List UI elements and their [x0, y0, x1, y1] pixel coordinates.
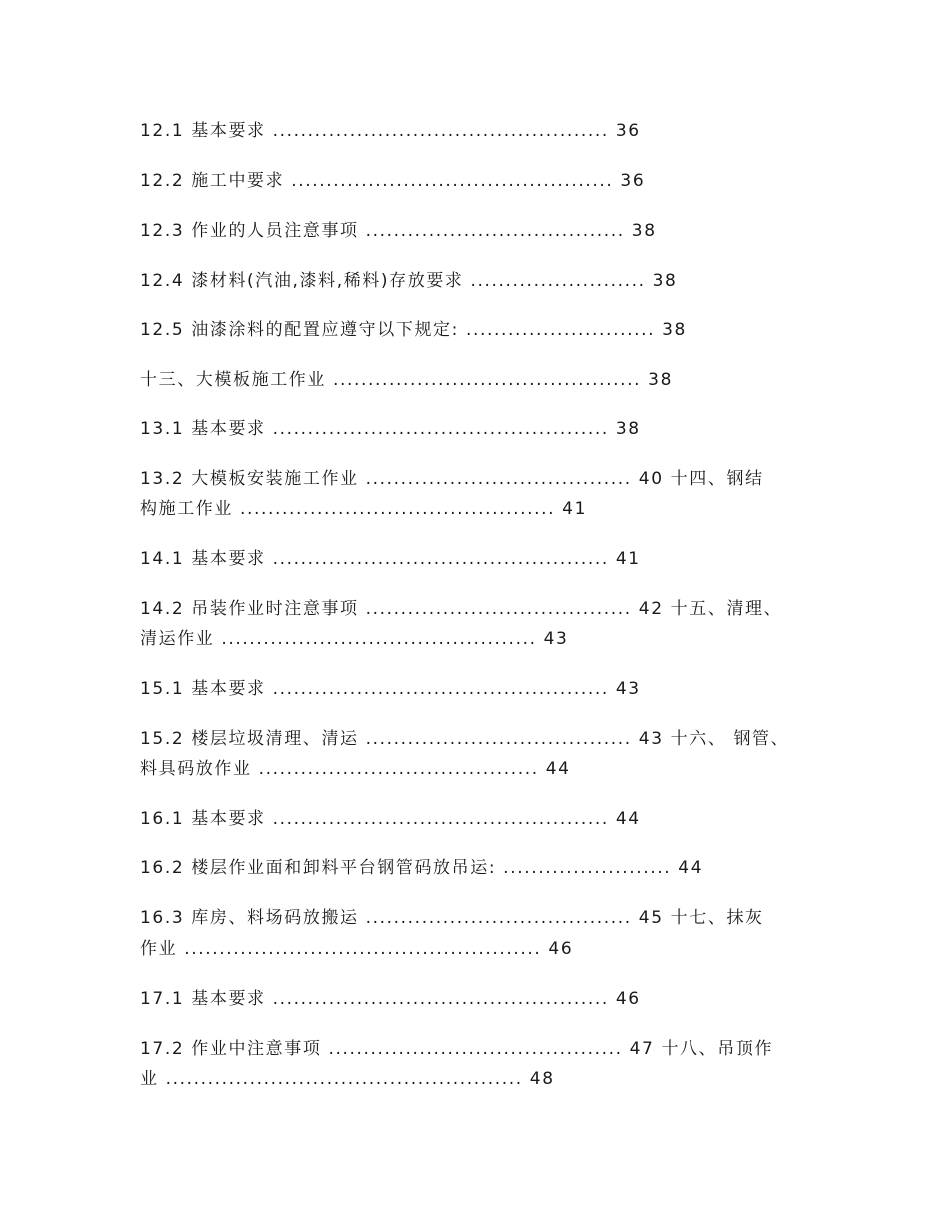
toc-entry-section-17-cont: 作业 ................................................... 46 — [140, 939, 574, 959]
toc-entry-12-1: 12.1 基本要求 ................................................ 36 — [140, 121, 641, 141]
toc-entry-16-3: 16.3 库房、料场码放搬运 ...................................... 45 十七、抹灰 — [140, 908, 764, 928]
toc-entry-13-1: 13.1 基本要求 ................................................ 38 — [140, 419, 641, 439]
toc-entry-section-16-cont: 料具码放作业 ........................................ 44 — [140, 759, 571, 779]
toc-entry-15-2: 15.2 楼层垃圾清理、清运 ...................................... 43 十六、 钢管、 — [140, 729, 790, 749]
toc-entry-17-1: 17.1 基本要求 ................................................ 46 — [140, 989, 641, 1009]
toc-entry-12-4: 12.4 漆材料(汽油,漆料,稀料)存放要求 ......................... 38 — [140, 271, 678, 291]
toc-entry-14-2: 14.2 吊装作业时注意事项 ...................................... 42 十五、清理、 — [140, 599, 783, 619]
toc-entry-16-2: 16.2 楼层作业面和卸料平台钢管码放吊运: ........................ 44 — [140, 858, 704, 878]
toc-entry-12-5: 12.5 油漆涂料的配置应遵守以下规定: ........................... 38 — [140, 320, 687, 340]
toc-entry-12-3: 12.3 作业的人员注意事项 ..................................... 38 — [140, 221, 657, 241]
toc-entry-section-13: 十三、大模板施工作业 ............................................ 38 — [140, 370, 674, 390]
toc-entry-16-1: 16.1 基本要求 ................................................ 44 — [140, 809, 641, 829]
toc-entry-17-2: 17.2 作业中注意事项 .......................................... 47 十八、吊顶作 — [140, 1039, 774, 1059]
toc-entry-section-15-cont: 清运作业 ............................................. 43 — [140, 629, 569, 649]
toc-entry-14-1: 14.1 基本要求 ................................................ 41 — [140, 549, 641, 569]
toc-entry-section-18-cont: 业 ................................................... 48 — [140, 1069, 555, 1089]
toc-entry-section-14-cont: 构施工作业 ............................................. 41 — [140, 499, 588, 519]
toc-entry-15-1: 15.1 基本要求 ................................................ 43 — [140, 679, 641, 699]
toc-entry-13-2: 13.2 大模板安装施工作业 ...................................... 40 十四、钢结 — [140, 469, 764, 489]
toc-entry-12-2: 12.2 施工中要求 .............................................. 36 — [140, 171, 646, 191]
